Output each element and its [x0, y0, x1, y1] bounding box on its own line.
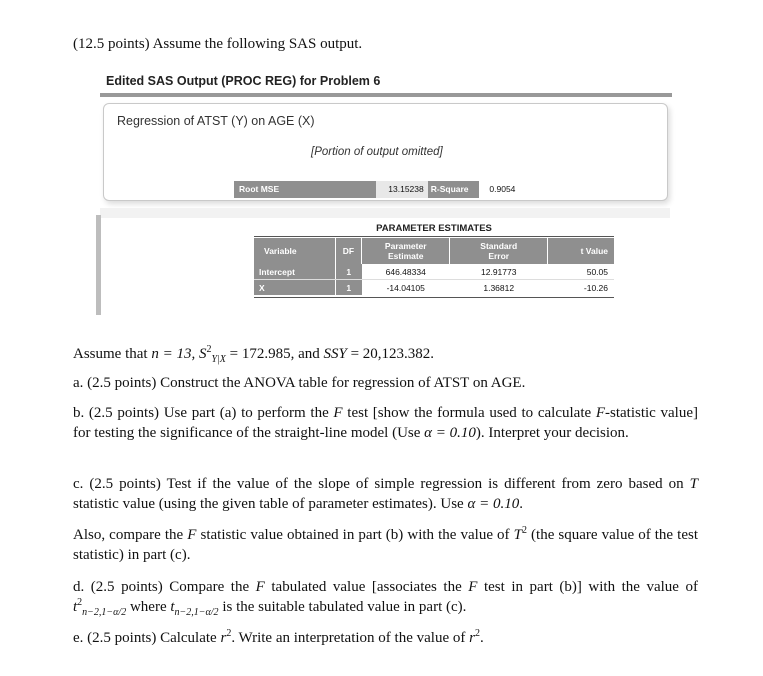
cell-variable: X: [254, 280, 335, 296]
question-c: c. (2.5 points) Test if the value of the slope of simple regression is different from zero based on T statistic value (using the given table of parameter estimates). Use α = 0.10.: [73, 476, 698, 512]
header-t-value: t Value: [548, 238, 614, 264]
cell-estimate: -14.04105: [362, 280, 450, 296]
header-standard-error: Standard Error: [450, 238, 548, 264]
question-b: b. (2.5 points) Use part (a) to perform the F test [show the formula used to calculate F-statistic value] for testing the significance of the straight-line model (Use α = 0.10). Interpret your decision.: [73, 405, 698, 441]
side-accent-bar: [96, 215, 101, 315]
question-c-also: Also, compare the F statistic value obtained in part (b) with the value of $T^2$ (the square value of the test statistic) in part (c).: [73, 525, 698, 563]
title-divider: [100, 93, 672, 97]
cell-standard-error: 1.36812: [450, 280, 548, 296]
cell-t-value: 50.05: [548, 264, 614, 280]
table-row: [254, 280, 614, 296]
cell-df: 1: [335, 264, 361, 280]
cell-standard-error: 12.91773: [450, 264, 548, 280]
root-mse-label: Root MSE: [234, 181, 376, 198]
fit-statistics-strip: [234, 181, 549, 198]
table-bottom-rule: [254, 297, 614, 298]
rsquare-value: 0.9054: [479, 181, 549, 198]
question-d: d. (2.5 points) Compare the F tabulated value [associates the F test in part (b)] with the value of $t^2_{n-2,1-\alpha/2}$ where $t_{n-2,1-\alpha/2}$ is the suitable tabulated value in part (c).: [73, 579, 698, 618]
header-estimate: Parameter Estimate: [362, 238, 450, 264]
header-df: DF: [335, 238, 361, 264]
table-top-rule: [254, 236, 614, 237]
cell-df: 1: [335, 280, 361, 296]
table-header-row: [254, 238, 614, 264]
parameter-estimates-title: PARAMETER ESTIMATES: [376, 223, 492, 234]
table-row: [254, 264, 614, 280]
problem-intro: (12.5 points) Assume the following SAS output.: [73, 36, 363, 52]
regression-title: Regression of ATST (Y) on AGE (X): [117, 114, 315, 128]
sas-output-title: Edited SAS Output (PROC REG) for Problem 6: [106, 74, 381, 88]
cell-t-value: -10.26: [548, 280, 614, 296]
parameter-estimates-table: [254, 238, 614, 295]
header-variable: Variable: [254, 238, 335, 264]
question-a: a. (2.5 points) Construct the ANOVA table for regression of ATST on AGE.: [73, 375, 526, 391]
question-e: e. (2.5 points) Calculate $r^2$. Write an interpretation of the value of $r^2$.: [73, 628, 484, 646]
assumptions-statement: Assume that n = 13, $S^2_{Y|X} = 172.985$, and SSY = 20,123.382.: [73, 344, 435, 365]
omitted-note: [Portion of output omitted]: [311, 146, 443, 158]
rsquare-label: R-Square: [428, 181, 480, 198]
root-mse-value: 13.15238: [376, 181, 428, 198]
shade-band: [100, 208, 670, 218]
cell-variable: Intercept: [254, 264, 335, 280]
cell-estimate: 646.48334: [362, 264, 450, 280]
